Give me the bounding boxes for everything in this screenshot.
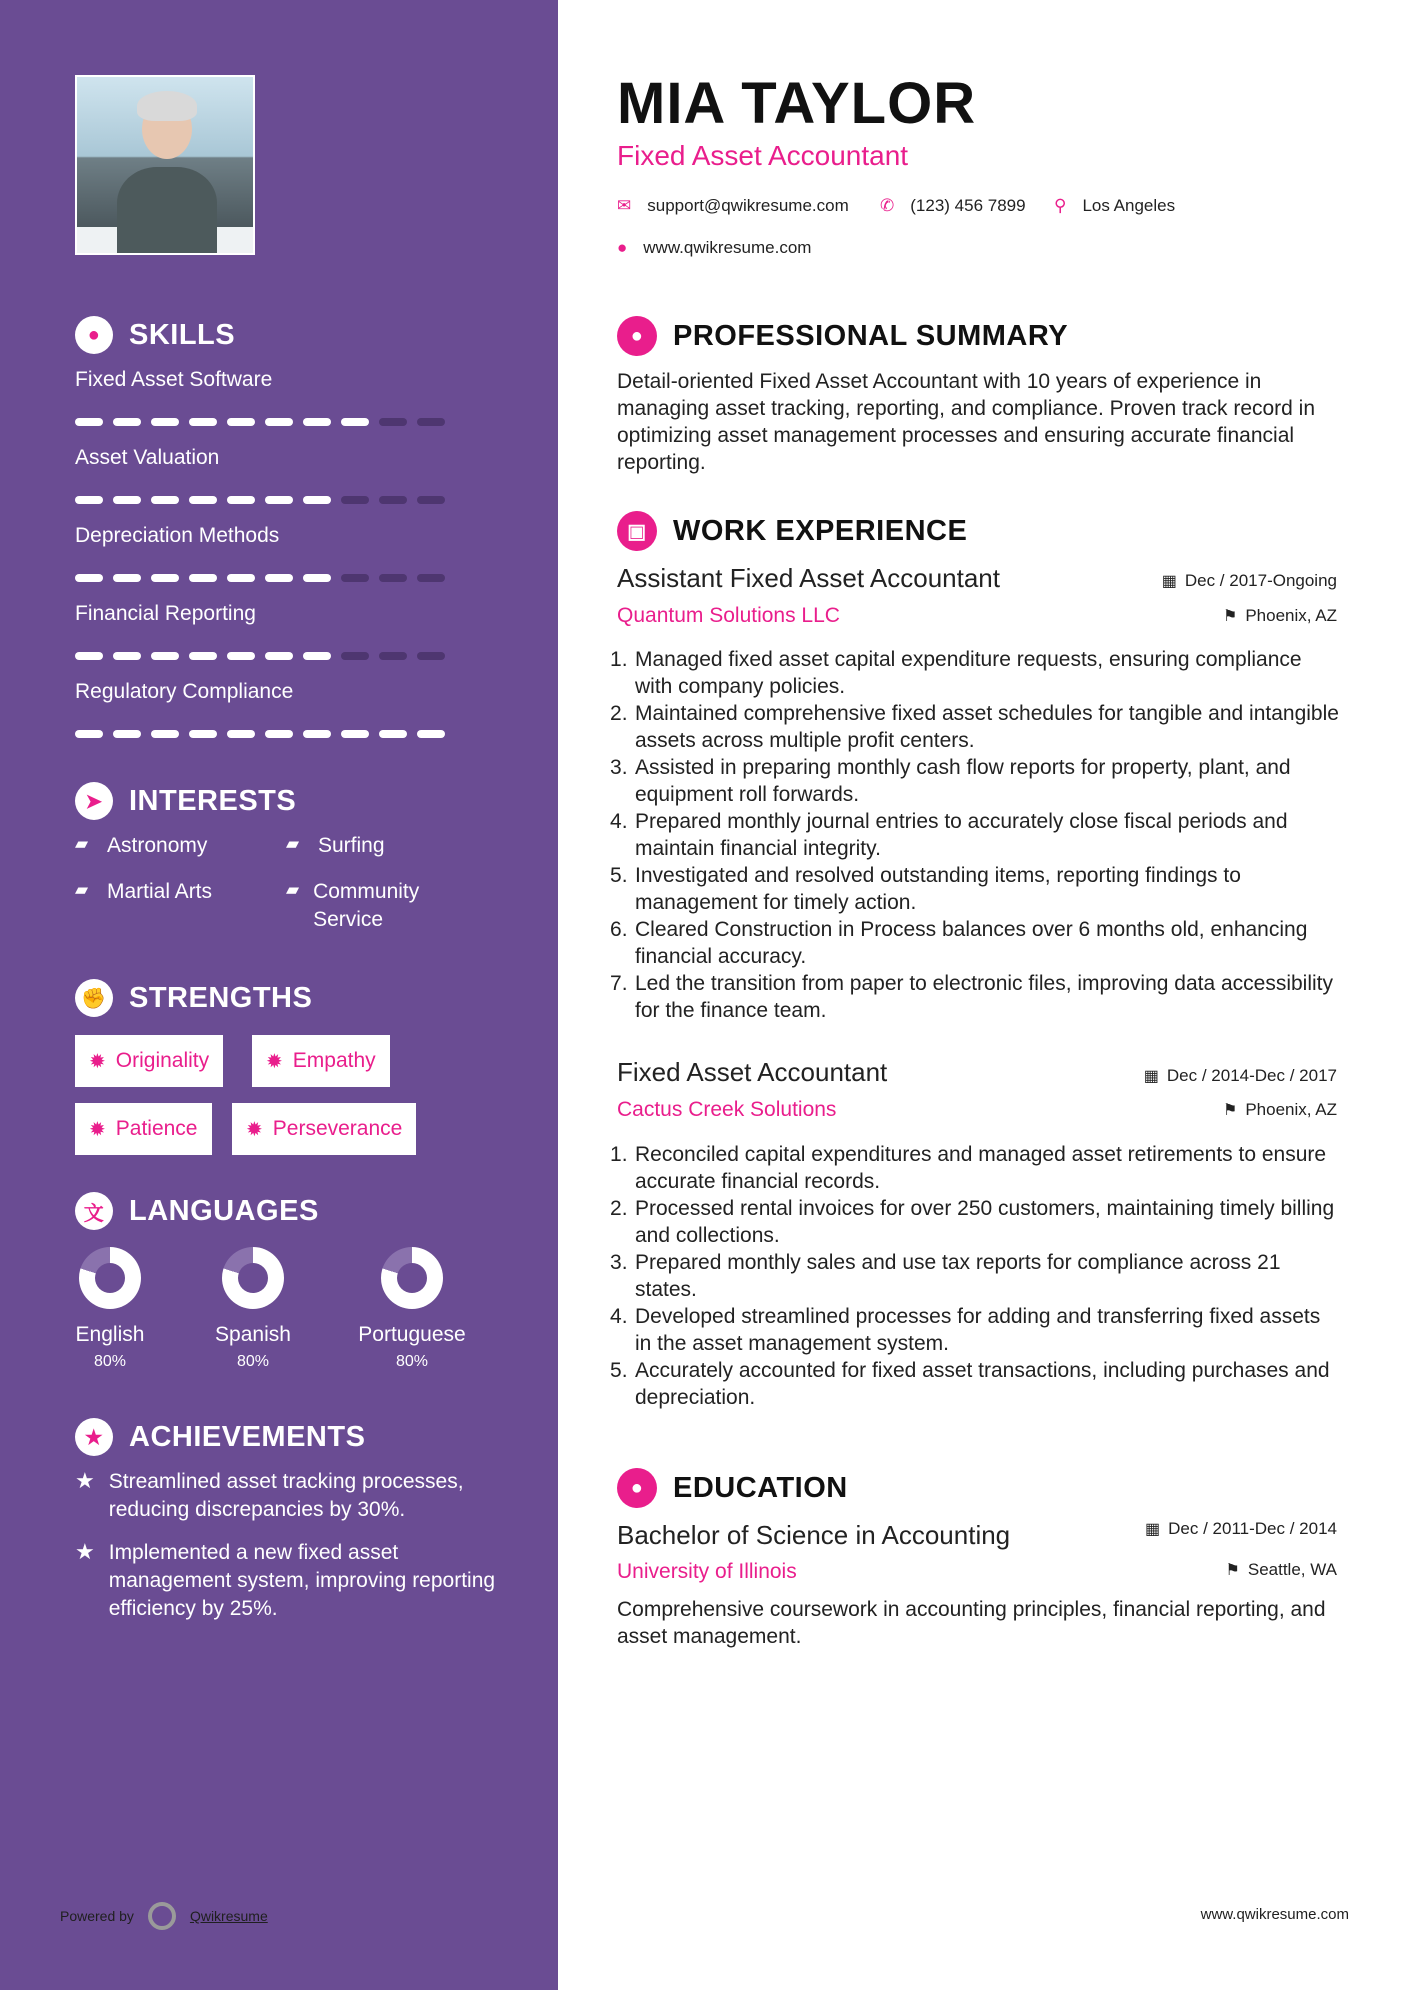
job-date-text: Dec / 2014-Dec / 2017: [1166, 1066, 1337, 1085]
job-date: [1144, 1066, 1337, 1086]
candidate-role: Fixed Asset Accountant: [617, 140, 909, 171]
skill-level-segment: [303, 730, 331, 738]
skill-level-segment: [417, 652, 445, 660]
skill-level-segment: [379, 652, 407, 660]
skill-level-segment: [113, 496, 141, 504]
interest-item: [286, 878, 436, 934]
powered-by-label: Powered by: [60, 1908, 134, 1924]
pushpin-icon: ⚑: [1222, 1102, 1238, 1119]
footer-url[interactable]: www.qwikresume.com: [1200, 1906, 1349, 1923]
website-text: www.qwikresume.com: [643, 238, 812, 257]
contact-email[interactable]: [617, 196, 849, 216]
skill-level-segment: [151, 496, 179, 504]
skill-level-segment: [417, 496, 445, 504]
job-bullet: Managed fixed asset capital expenditure requests, ensuring compliance with company policies.: [635, 648, 1302, 698]
skill-level-segment: [303, 652, 331, 660]
strength-badge: [75, 1035, 223, 1087]
achievement-text: Streamlined asset tracking processes, reducing discrepancies by 30%.: [108, 1470, 464, 1521]
envelope-icon: ✉: [617, 196, 632, 215]
education-description: Comprehensive coursework in accounting principles, financial reporting, and asset management.: [617, 1598, 1326, 1648]
language-name: English: [75, 1323, 145, 1346]
job-bullet: Processed rental invoices for over 250 customers, maintaining timely billing and collections.: [635, 1197, 1335, 1247]
skill-item: [75, 680, 475, 738]
job-bullets: [610, 1141, 1340, 1411]
job-bullet: Led the transition from paper to electronic files, improving data accessibility for the finance team.: [635, 972, 1334, 1022]
skill-level-segment: [113, 652, 141, 660]
book-icon: ▰: [75, 880, 89, 899]
office-chair-icon: ▣: [617, 511, 657, 551]
book-icon: ▰: [75, 834, 89, 853]
job-bullets: [610, 646, 1340, 1024]
education-heading: [617, 1468, 848, 1508]
summary-text: Detail-oriented Fixed Asset Accountant with 10 years of experience in managing asset tracking, reporting, and compliance. Proven track record in optimizing asset management processes and ensuring accurate financial reporting.: [617, 370, 1316, 474]
skill-level-segment: [227, 730, 255, 738]
skill-level-segment: [341, 730, 369, 738]
job-date-text: Dec / 2017-Ongoing: [1184, 571, 1337, 590]
contact-phone[interactable]: [880, 196, 1026, 216]
book-icon: ▰: [286, 880, 300, 899]
skill-level-segment: [189, 574, 217, 582]
candidate-name: MIA TAYLOR: [617, 71, 977, 136]
skill-level-segment: [303, 496, 331, 504]
globe-icon: ●: [617, 238, 628, 257]
languages-heading: [75, 1192, 319, 1230]
skill-level-segment: [265, 652, 293, 660]
strength-label: Originality: [115, 1049, 210, 1072]
language-item: [40, 1247, 180, 1371]
skill-level-segment: [113, 418, 141, 426]
profile-photo: [75, 75, 255, 255]
skill-level-bar: [75, 496, 475, 504]
starburst-icon: ✹: [89, 1118, 106, 1141]
skill-level-segment: [189, 418, 217, 426]
achievements-heading: [75, 1418, 365, 1456]
summary-title: PROFESSIONAL SUMMARY: [673, 319, 1069, 352]
skill-level-segment: [151, 652, 179, 660]
skills-title: SKILLS: [129, 318, 236, 351]
interest-label: Community Service: [313, 880, 420, 931]
starburst-icon: ✹: [266, 1050, 283, 1073]
job-location-text: Phoenix, AZ: [1245, 1100, 1337, 1119]
interest-item: [75, 878, 212, 906]
job-bullet: Reconciled capital expenditures and managed asset retirements to ensure accurate financial records.: [635, 1143, 1327, 1193]
job-company: Cactus Creek Solutions: [617, 1098, 837, 1121]
degree-title: Bachelor of Science in Accounting: [617, 1520, 1011, 1550]
contact-website[interactable]: [617, 238, 811, 258]
skill-level-segment: [113, 730, 141, 738]
language-donut: [381, 1247, 443, 1309]
language-percent: 80%: [395, 1353, 429, 1370]
user-icon: ●: [617, 316, 657, 356]
languages-title: LANGUAGES: [129, 1194, 319, 1227]
strength-badge: [75, 1103, 212, 1155]
education-date: [1145, 1519, 1337, 1539]
skill-level-segment: [227, 418, 255, 426]
skill-item: [75, 368, 475, 426]
pushpin-icon: ⚑: [1225, 1562, 1240, 1579]
job-bullet: Prepared monthly journal entries to accurately close fiscal periods and maintain financial integrity.: [635, 810, 1288, 860]
job-bullet: Maintained comprehensive fixed asset schedules for tangible and intangible assets across multiple profit centers.: [635, 702, 1339, 752]
skill-level-segment: [227, 652, 255, 660]
interest-label: Astronomy: [107, 834, 208, 857]
pushpin-icon: ⚑: [1222, 608, 1238, 625]
location-text: Los Angeles: [1082, 196, 1176, 215]
strength-label: Patience: [115, 1117, 198, 1140]
skill-level-segment: [189, 652, 217, 660]
skill-item: [75, 446, 475, 504]
phone-icon: ✆: [880, 196, 895, 215]
education-title: EDUCATION: [673, 1471, 848, 1504]
skill-level-bar: [75, 652, 475, 660]
language-item: [342, 1247, 482, 1371]
strengths-title: STRENGTHS: [129, 981, 313, 1014]
star-icon: ★: [75, 1539, 95, 1564]
lightbulb-icon: ●: [75, 316, 113, 354]
contact-location: [1054, 196, 1175, 216]
book-icon: ▰: [286, 834, 300, 853]
phone-text: (123) 456 7899: [910, 196, 1026, 215]
skill-level-segment: [265, 496, 293, 504]
job-location: [1223, 1100, 1337, 1120]
skill-level-segment: [189, 496, 217, 504]
job-bullet: Prepared monthly sales and use tax reports for compliance across 21 states.: [635, 1251, 1281, 1301]
raised-fist-icon: ✊: [75, 979, 113, 1017]
skill-level-segment: [75, 574, 103, 582]
skill-name: Financial Reporting: [75, 602, 256, 625]
achievements-title: ACHIEVEMENTS: [129, 1420, 366, 1453]
interest-item: [75, 832, 207, 860]
star-icon: ★: [75, 1468, 95, 1493]
job-bullet: Developed streamlined processes for adding and transferring fixed assets in the asset management system.: [635, 1305, 1321, 1355]
interest-item: [286, 832, 385, 860]
job-title: Assistant Fixed Asset Accountant: [617, 563, 1000, 593]
skill-level-segment: [151, 574, 179, 582]
skill-level-segment: [265, 574, 293, 582]
interests-heading: [75, 782, 296, 820]
skill-level-bar: [75, 418, 475, 426]
job-bullet: Investigated and resolved outstanding items, reporting findings to management for timely action.: [635, 864, 1241, 914]
skill-level-segment: [417, 730, 445, 738]
skill-level-segment: [265, 418, 293, 426]
starburst-icon: ✹: [89, 1050, 106, 1073]
skill-level-segment: [379, 730, 407, 738]
skill-level-segment: [189, 730, 217, 738]
skill-level-segment: [75, 496, 103, 504]
calendar-icon: ▦: [1143, 1068, 1159, 1085]
skill-level-segment: [75, 730, 103, 738]
achievement-text: Implemented a new fixed asset management system, improving reporting efficiency by 25%.: [108, 1541, 496, 1620]
star-badge-icon: ★: [75, 1418, 113, 1456]
skill-level-segment: [227, 496, 255, 504]
skill-name: Regulatory Compliance: [75, 680, 294, 703]
experience-heading: [617, 511, 967, 551]
skill-level-segment: [341, 418, 369, 426]
skill-item: [75, 524, 475, 582]
skill-level-segment: [151, 730, 179, 738]
strength-badge: [252, 1035, 390, 1087]
skill-level-segment: [113, 574, 141, 582]
job-bullet: Accurately accounted for fixed asset transactions, including purchases and depreciation.: [635, 1359, 1330, 1409]
job-location: [1223, 606, 1337, 626]
interests-title: INTERESTS: [129, 784, 297, 817]
job-company: Quantum Solutions LLC: [617, 604, 840, 627]
skill-level-segment: [303, 574, 331, 582]
skill-item: [75, 602, 475, 660]
experience-title: WORK EXPERIENCE: [673, 514, 968, 547]
skill-level-segment: [341, 574, 369, 582]
language-name: Portuguese: [358, 1323, 466, 1346]
powered-by: [60, 1902, 268, 1930]
skill-level-bar: [75, 574, 475, 582]
strengths-heading: [75, 979, 312, 1017]
skill-level-segment: [151, 418, 179, 426]
skill-level-segment: [75, 652, 103, 660]
skill-level-segment: [75, 418, 103, 426]
language-percent: 80%: [93, 1353, 127, 1370]
school-name: University of Illinois: [617, 1560, 797, 1583]
email-text: support@qwikresume.com: [647, 196, 849, 215]
education-location-text: Seattle, WA: [1247, 1560, 1337, 1579]
strength-badge: [232, 1103, 416, 1155]
calendar-icon: ▦: [1145, 1521, 1161, 1538]
skill-name: Depreciation Methods: [75, 524, 280, 547]
graduate-icon: ●: [617, 1468, 657, 1508]
skill-level-segment: [417, 418, 445, 426]
language-percent: 80%: [236, 1353, 270, 1370]
skill-level-segment: [303, 418, 331, 426]
achievement-item: [75, 1539, 505, 1623]
education-location: [1226, 1560, 1337, 1580]
skill-level-segment: [379, 574, 407, 582]
strength-label: Perseverance: [272, 1117, 403, 1140]
skill-level-bar: [75, 730, 475, 738]
job-bullet: Cleared Construction in Process balances over 6 months old, enhancing financial accuracy.: [635, 918, 1308, 968]
skill-name: Asset Valuation: [75, 446, 220, 469]
language-donut: [222, 1247, 284, 1309]
job-bullet: Assisted in preparing monthly cash flow reports for property, plant, and equipment roll forwards.: [635, 756, 1291, 806]
language-name: Spanish: [215, 1323, 291, 1346]
job-date: [1162, 571, 1337, 591]
job-location-text: Phoenix, AZ: [1245, 606, 1337, 625]
starburst-icon: ✹: [246, 1118, 263, 1141]
skill-level-segment: [417, 574, 445, 582]
translate-icon: 文: [75, 1192, 113, 1230]
map-pin-icon: ⚲: [1054, 196, 1067, 215]
qwikresume-logo-icon: [148, 1902, 176, 1930]
skill-level-segment: [379, 496, 407, 504]
skill-level-segment: [341, 652, 369, 660]
strength-label: Empathy: [292, 1049, 376, 1072]
calendar-icon: ▦: [1161, 573, 1177, 590]
paper-plane-icon: ➤: [75, 782, 113, 820]
summary-heading: [617, 316, 1068, 356]
language-donut: [79, 1247, 141, 1309]
skill-level-segment: [227, 574, 255, 582]
job-title: Fixed Asset Accountant: [617, 1057, 888, 1087]
skill-level-segment: [265, 730, 293, 738]
interest-label: Martial Arts: [107, 880, 213, 903]
language-item: [183, 1247, 323, 1371]
skill-level-segment: [379, 418, 407, 426]
sidebar: [0, 0, 558, 1990]
skill-name: Fixed Asset Software: [75, 368, 273, 391]
education-date-text: Dec / 2011-Dec / 2014: [1168, 1519, 1337, 1538]
skill-level-segment: [341, 496, 369, 504]
interest-label: Surfing: [318, 834, 385, 857]
achievement-item: [75, 1468, 505, 1524]
qwikresume-link[interactable]: Qwikresume: [189, 1908, 268, 1924]
skills-heading: [75, 316, 235, 354]
